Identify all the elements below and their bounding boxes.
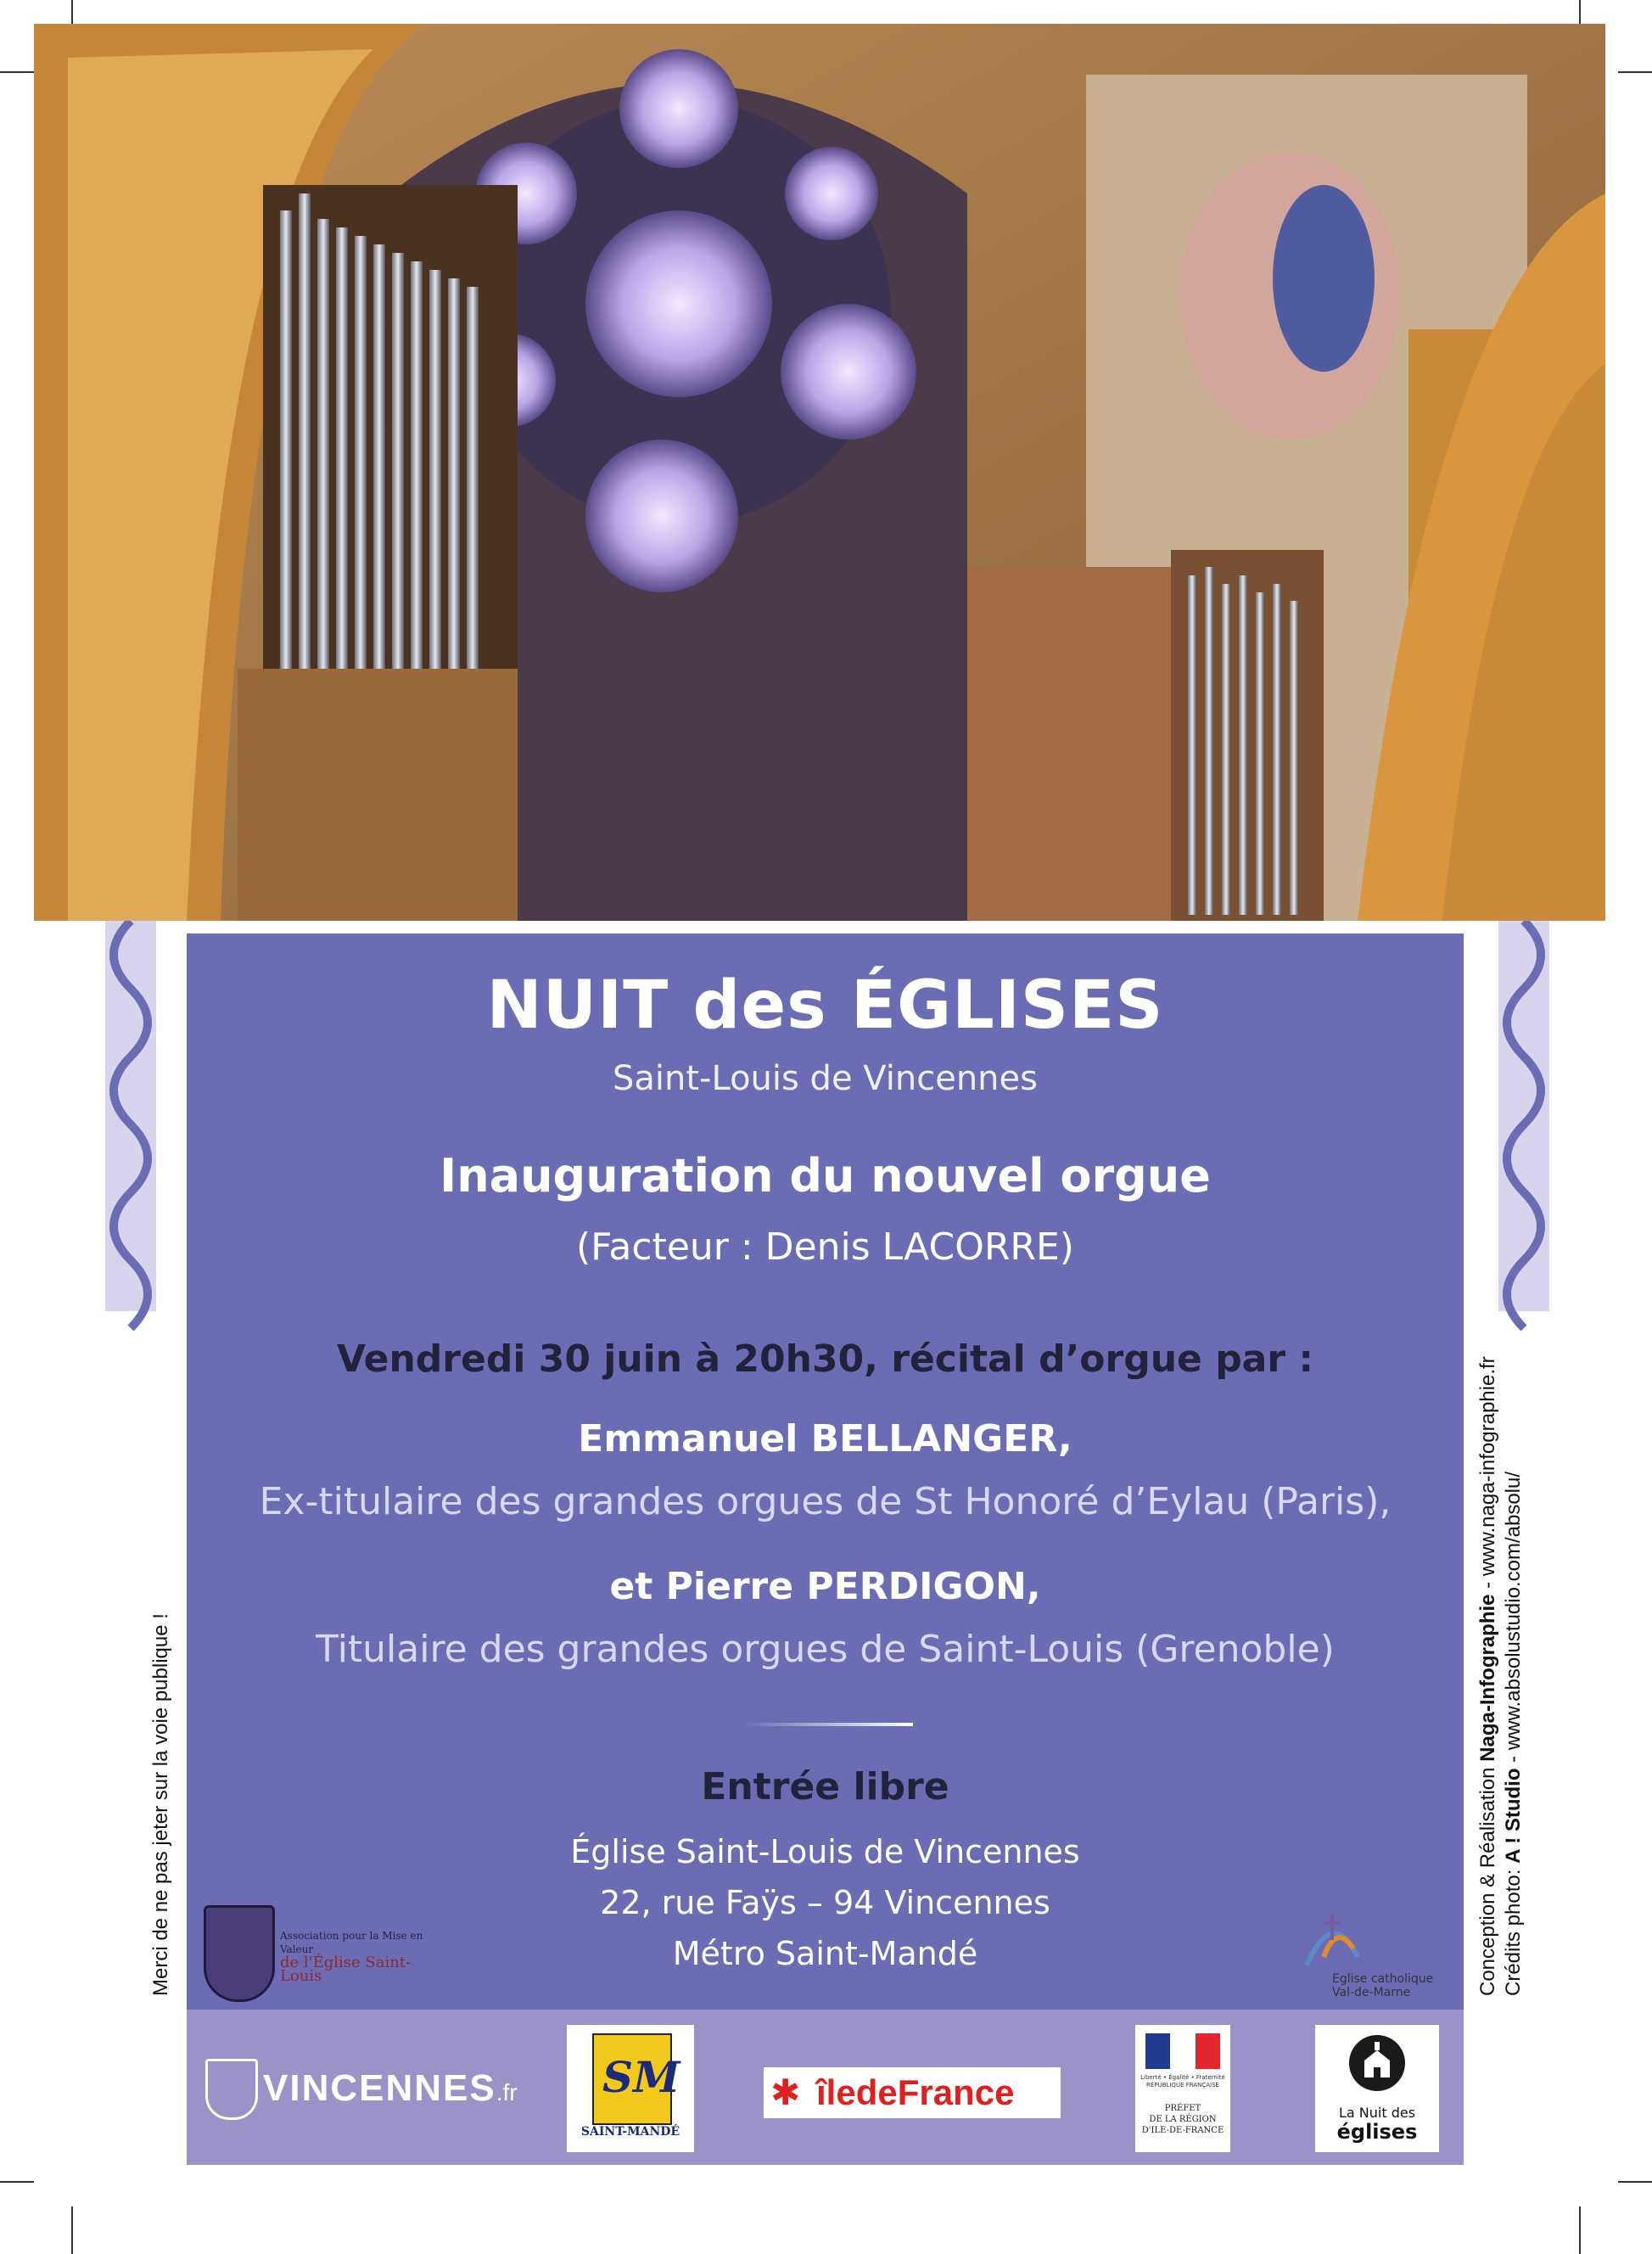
event-date: Vendredi 30 juin à 20h30, récital d’orgue par : xyxy=(336,1337,1313,1381)
performer1-role: Ex-titulaire des grandes orgues de St Honoré d’Eylau (Paris), xyxy=(259,1480,1392,1523)
performer1-name: Emmanuel BELLANGER, xyxy=(578,1417,1072,1461)
association-line2: de l'Église Saint-Louis xyxy=(280,1954,412,1985)
photo-url: - www.absolustudio.com/absolu/ xyxy=(1502,1471,1525,1769)
credits-prefix: Conception & Réalisation xyxy=(1476,1761,1499,1996)
nuit-des-eglises-logo xyxy=(1315,2025,1439,2152)
performer2-name: et Pierre PERDIGON, xyxy=(609,1565,1041,1608)
address-church: Église Saint-Louis de Vincennes xyxy=(570,1833,1080,1870)
organ-builder: (Facteur : Denis LACORRE) xyxy=(576,1225,1074,1269)
saint-mande-name: SAINT-MANDÉ xyxy=(580,2125,680,2139)
association-logo xyxy=(204,1905,424,1999)
address-street: 22, rue Faÿs – 94 Vincennes xyxy=(600,1884,1050,1921)
shield-icon xyxy=(204,1905,275,2002)
vincennes-suffix: .fr xyxy=(496,2079,518,2105)
church-icon xyxy=(1349,2035,1405,2091)
event-panel xyxy=(187,934,1464,2010)
star-icon: ✱ xyxy=(770,2072,801,2113)
ornament-right xyxy=(1473,921,1566,1345)
crop-mark xyxy=(1618,2181,1652,2183)
address-metro: Métro Saint-Mandé xyxy=(672,1935,978,1972)
vincennes-logo xyxy=(205,2054,518,2122)
crop-mark xyxy=(1579,2206,1581,2254)
inauguration-heading: Inauguration du nouvel orgue xyxy=(440,1149,1211,1203)
diocese-logo xyxy=(1298,1906,1442,1999)
event-title: NUIT des ÉGLISES xyxy=(486,967,1164,1044)
diocese-line1: Eglise catholique xyxy=(1332,1972,1434,1986)
diocese-emblem-icon xyxy=(1298,1906,1366,1974)
prefet-line3: D'ILE-DE-FRANCE xyxy=(1141,2126,1224,2135)
french-flag-icon xyxy=(1145,2033,1220,2069)
crop-mark xyxy=(71,2206,73,2254)
sponsor-band xyxy=(187,2010,1464,2165)
photo-credits xyxy=(1502,1472,1526,1996)
ile-de-france-name: îledeFrance xyxy=(816,2072,1015,2112)
saint-mande-logo xyxy=(567,2025,694,2152)
vincennes-name: VINCENNES xyxy=(263,2067,496,2109)
vincennes-crest-icon xyxy=(205,2059,258,2120)
prefet-logo xyxy=(1135,2025,1230,2152)
event-subtitle: Saint-Louis de Vincennes xyxy=(613,1059,1038,1098)
performer2-role: Titulaire des grandes orgues de Saint-Louis (Grenoble) xyxy=(316,1628,1335,1671)
saint-mande-mark: SM xyxy=(602,2052,680,2102)
prefet-motto: Liberté • Égalité • Fraternité RÉPUBLIQUE FRANÇAISE xyxy=(1140,2074,1225,2089)
litter-notice: Merci de ne pas jeter sur la voie publique ! xyxy=(149,1613,172,1996)
diocese-line2: Val-de-Marne xyxy=(1332,1986,1411,1999)
photo-prefix: Crédits photo: xyxy=(1502,1863,1525,1996)
credits-name: Naga-Infographie xyxy=(1476,1594,1499,1762)
entry-info: Entrée libre xyxy=(701,1765,949,1808)
church-organ-photo xyxy=(34,24,1605,921)
photo-name: A ! Studio xyxy=(1502,1768,1525,1864)
ile-de-france-logo xyxy=(764,2067,1061,2118)
credits-url: - www.naga-infographie.fr xyxy=(1476,1356,1499,1595)
design-credits xyxy=(1476,1356,1500,1996)
nuit-line2: églises xyxy=(1336,2120,1418,2144)
divider xyxy=(743,1723,913,1726)
crop-mark xyxy=(0,71,34,73)
association-line1: Association pour la Mise en Valeur xyxy=(280,1930,423,1955)
prefet-line2: DE LA RÉGION xyxy=(1149,2115,1217,2124)
crop-mark xyxy=(0,2181,34,2183)
ornament-left xyxy=(88,921,182,1345)
prefet-line1: PRÉFET xyxy=(1164,2104,1201,2113)
nuit-line1: La Nuit des xyxy=(1338,2105,1416,2121)
crop-mark xyxy=(1618,71,1652,73)
